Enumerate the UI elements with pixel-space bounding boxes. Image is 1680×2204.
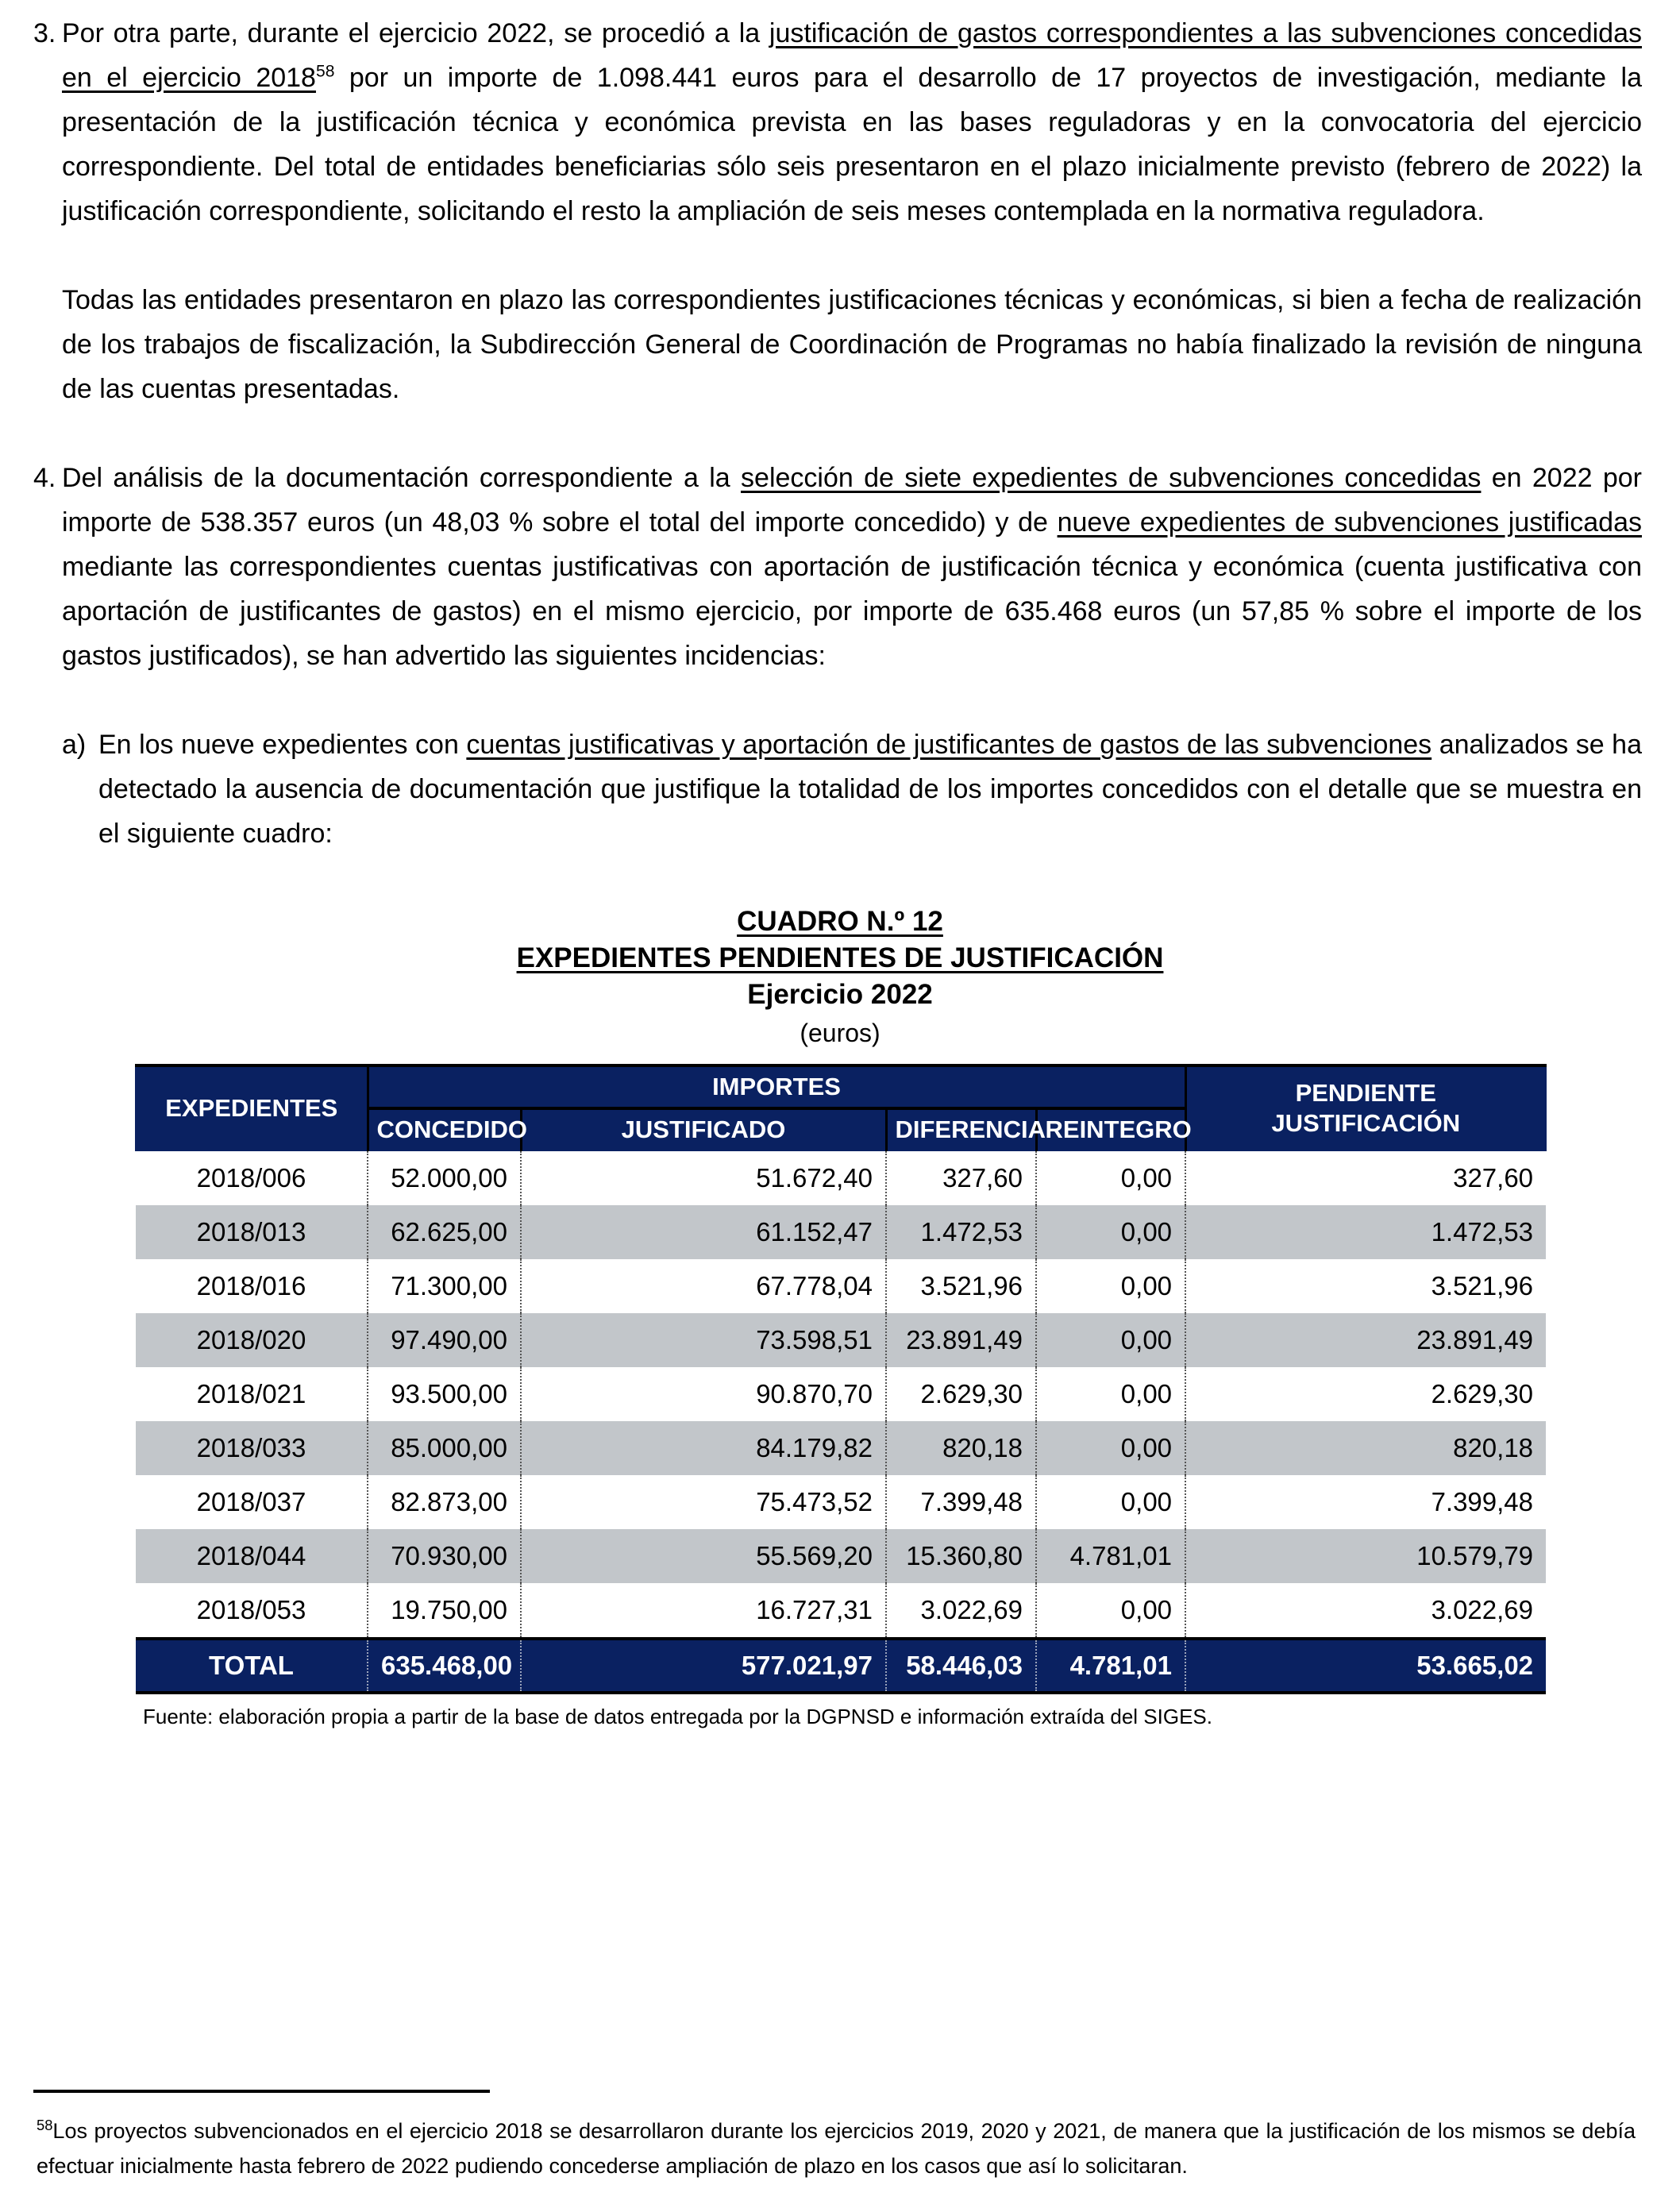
cell-pendiente: 10.579,79	[1185, 1529, 1546, 1583]
paragraph-spacer	[62, 233, 1642, 278]
header-importes-group: IMPORTES	[368, 1065, 1185, 1108]
cell-pendiente: 3.521,96	[1431, 1271, 1534, 1300]
header-pendiente-line1: PENDIENTE	[1295, 1079, 1436, 1107]
item-a-paragraph	[98, 722, 1642, 856]
item-4-text-b: en 2022 por importe de 538.357 euros (un 48,03 % sobre el total del importe concedido) y de	[62, 463, 1642, 538]
cell-expediente: 2018/006	[136, 1150, 368, 1205]
cell-expediente: 2018/021	[136, 1367, 368, 1421]
cell-expediente: 2018/033	[136, 1421, 368, 1475]
footnote-marker: 58	[37, 2117, 53, 2133]
cell-reintegro: 0,00	[1036, 1583, 1185, 1639]
block-spacer-1	[0, 411, 1680, 456]
cell-diferencia: 15.360,80	[886, 1529, 1036, 1583]
header-justificado: JUSTIFICADO	[521, 1108, 886, 1150]
cell-justificado: 16.727,31	[521, 1583, 886, 1639]
expedientes-pendientes-table	[135, 1064, 1547, 1694]
caption-cuadro-number	[0, 904, 1680, 940]
cell-reintegro: 0,00	[1036, 1367, 1185, 1421]
table-row	[136, 1313, 1546, 1367]
cell-reintegro: 0,00	[1036, 1150, 1185, 1205]
cell-concedido: 71.300,00	[368, 1259, 521, 1313]
header-reintegro: REINTEGRO	[1036, 1108, 1185, 1150]
cell-justificado: 51.672,40	[521, 1150, 886, 1205]
item-a-body	[98, 722, 1680, 856]
cell-diferencia: 1.472,53	[886, 1205, 1036, 1259]
cell-pendiente: 23.891,49	[1185, 1313, 1546, 1367]
cell-justificado: 55.569,20	[521, 1529, 886, 1583]
numbered-item-4	[0, 456, 1680, 678]
table-foot	[136, 1639, 1546, 1693]
cell-reintegro: 0,00	[1036, 1205, 1185, 1259]
cell-diferencia: 327,60	[886, 1150, 1036, 1205]
cell-concedido: 82.873,00	[368, 1475, 521, 1529]
block-spacer-2	[0, 678, 1680, 722]
item-3-underlined-a: justificación de gastos correspondientes a las subvenciones concedidas en el ejercicio 2018	[62, 18, 1642, 93]
cell-concedido: 85.000,00	[368, 1421, 521, 1475]
cell-diferencia: 23.891,49	[886, 1313, 1036, 1367]
cell-concedido: 19.750,00	[368, 1583, 521, 1639]
cell-justificado: 84.179,82	[521, 1421, 886, 1475]
cell-pendiente: 7.399,48	[1431, 1487, 1534, 1516]
cell-expediente: 2018/044	[136, 1529, 368, 1583]
cell-reintegro: 4.781,01	[1036, 1529, 1185, 1583]
total-label: TOTAL	[136, 1639, 368, 1693]
table-row	[136, 1150, 1546, 1205]
total-diferencia: 58.446,03	[886, 1639, 1036, 1693]
cell-concedido: 97.490,00	[368, 1313, 521, 1367]
total-concedido: 635.468,00	[368, 1639, 521, 1693]
table-container	[135, 1064, 1545, 1731]
header-expedientes: EXPEDIENTES	[136, 1065, 368, 1150]
item-4-text-a: Del análisis de la documentación correspondiente a la	[62, 463, 742, 493]
cell-concedido: 52.000,00	[368, 1150, 521, 1205]
footnote-58	[33, 2113, 1636, 2183]
cell-expediente: 2018/013	[136, 1205, 368, 1259]
item-4-underlined-b: nueve expedientes de subvenciones justificadas	[1057, 507, 1642, 538]
numbered-item-3	[0, 11, 1680, 411]
item-3-marker: 3.	[33, 18, 56, 48]
cell-reintegro: 0,00	[1036, 1475, 1185, 1529]
header-pendiente-justificacion	[1185, 1065, 1546, 1150]
cell-justificado: 75.473,52	[521, 1475, 886, 1529]
item-4-paragraph	[62, 456, 1642, 678]
table-row	[136, 1367, 1546, 1421]
cell-reintegro: 0,00	[1036, 1313, 1185, 1367]
cell-expediente: 2018/053	[136, 1583, 368, 1639]
item-4-body	[62, 456, 1680, 678]
cell-concedido: 70.930,00	[368, 1529, 521, 1583]
cell-diferencia: 820,18	[886, 1421, 1036, 1475]
cell-pendiente: 2.629,30	[1431, 1379, 1534, 1408]
cell-justificado: 73.598,51	[521, 1313, 886, 1367]
cell-justificado: 61.152,47	[521, 1205, 886, 1259]
footnote-separator-rule	[33, 2090, 490, 2093]
item-3-text-a: Por otra parte, durante el ejercicio 2022, se procedió a la	[62, 18, 769, 48]
table-caption	[0, 904, 1680, 1053]
item-4-text-c: mediante las correspondientes cuentas justificativas con aportación de justificación técnica y económica (cuenta justificativa con aportación de justificantes de gastos) en el mismo ejercicio, por importe de 635.468 euros (un 57,85 % sobre el importe de los gastos justificados), se han advertido las siguientes incidencias:	[62, 552, 1642, 671]
cell-expediente: 2018/016	[136, 1259, 368, 1313]
item-4-marker: 4.	[33, 463, 56, 493]
footnote-ref-58: 58	[315, 62, 335, 81]
item-3-text-b: por un importe de 1.098.441 euros para el desarrollo de 17 proyectos de investigación, mediante la presentación de la justificación técnica y económica prevista en las bases reguladoras y en la convocatoria del ejercicio correspondiente. Del total de entidades beneficiarias sólo seis presentaron en el plazo inicialmente previsto (febrero de 2022) la justificación correspondiente, solicitando el resto la ampliación de seis meses contemplada en la normativa reguladora.	[62, 63, 1643, 226]
cell-pendiente: 1.472,53	[1185, 1205, 1546, 1259]
table-total-row	[136, 1639, 1546, 1693]
item-3-paragraph-2: Todas las entidades presentaron en plazo las correspondientes justificaciones técnicas y económicas, si bien a fecha de realización de los trabajos de fiscalización, la Subdirección General de Coordinación de Programas no había finalizado la revisión de ninguna de las cuentas presentadas.	[62, 285, 1642, 404]
cell-concedido: 93.500,00	[368, 1367, 521, 1421]
item-a-text-a: En los nueve expedientes con	[98, 730, 467, 760]
cell-reintegro: 0,00	[1036, 1421, 1185, 1475]
footnote-body: Los proyectos subvencionados en el ejercicio 2018 se desarrollaron durante los ejercicios 2019, 2020 y 2021, de manera que la justificación de los mismos se debía efectuar inicialmente hasta febrero de 2022 pudiendo concederse ampliación de plazo en los casos que así lo solicitaran.	[37, 2119, 1636, 2178]
total-reintegro: 4.781,01	[1036, 1639, 1185, 1693]
item-a-text-b: analizados se ha detectado la ausencia de documentación que justifique la totalidad de los importes concedidos con el detalle que se muestra en el siguiente cuadro:	[98, 730, 1642, 849]
cell-diferencia: 2.629,30	[886, 1367, 1036, 1421]
caption-exercise: Ejercicio 2022	[747, 979, 933, 1010]
footnote-area	[0, 2090, 1680, 2183]
cell-diferencia: 7.399,48	[886, 1475, 1036, 1529]
cell-expediente: 2018/037	[136, 1475, 368, 1529]
item-a-underlined-a: cuentas justificativas y aportación de justificantes de gastos de las subvenciones	[466, 730, 1432, 760]
cell-concedido: 62.625,00	[368, 1205, 521, 1259]
cell-justificado: 90.870,70	[521, 1367, 886, 1421]
cell-pendiente: 327,60	[1453, 1163, 1534, 1193]
cell-pendiente: 820,18	[1185, 1421, 1546, 1475]
cell-pendiente: 3.022,69	[1431, 1595, 1534, 1624]
caption-cuadro-title	[0, 940, 1680, 977]
lettered-item-a	[0, 722, 1680, 856]
header-diferencia: DIFERENCIA	[886, 1108, 1036, 1150]
header-concedido: CONCEDIDO	[368, 1108, 521, 1150]
cell-expediente: 2018/020	[136, 1313, 368, 1367]
item-a-marker: a)	[62, 730, 87, 760]
item-4-underlined-a: selección de siete expedientes de subvenciones concedidas	[741, 463, 1482, 493]
table-row	[136, 1205, 1546, 1259]
table-source-note: Fuente: elaboración propia a partir de la base de datos entregada por la DGPNSD e información extraída del SIGES.	[143, 1705, 1212, 1728]
caption-cuadro-title-text: EXPEDIENTES PENDIENTES DE JUSTIFICACIÓN	[516, 942, 1164, 973]
total-justificado: 577.021,97	[521, 1639, 886, 1693]
total-pendiente: 53.665,02	[1185, 1639, 1546, 1693]
cell-reintegro: 0,00	[1036, 1259, 1185, 1313]
table-row	[136, 1529, 1546, 1583]
table-row	[136, 1421, 1546, 1475]
table-row	[136, 1475, 1546, 1529]
header-pendiente-line2: JUSTIFICACIÓN	[1271, 1109, 1461, 1137]
table-row	[136, 1259, 1546, 1313]
cell-diferencia: 3.521,96	[886, 1259, 1036, 1313]
cell-diferencia: 3.022,69	[886, 1583, 1036, 1639]
item-3-body	[62, 11, 1680, 411]
table-header-row-1	[136, 1065, 1546, 1108]
caption-cuadro-number-text: CUADRO N.º 12	[737, 906, 943, 937]
caption-units: (euros)	[800, 1019, 880, 1047]
table-head	[136, 1065, 1546, 1150]
table-row	[136, 1583, 1546, 1639]
table-body	[136, 1150, 1546, 1639]
cell-justificado: 67.778,04	[521, 1259, 886, 1313]
item-3-paragraph-1	[62, 11, 1642, 233]
